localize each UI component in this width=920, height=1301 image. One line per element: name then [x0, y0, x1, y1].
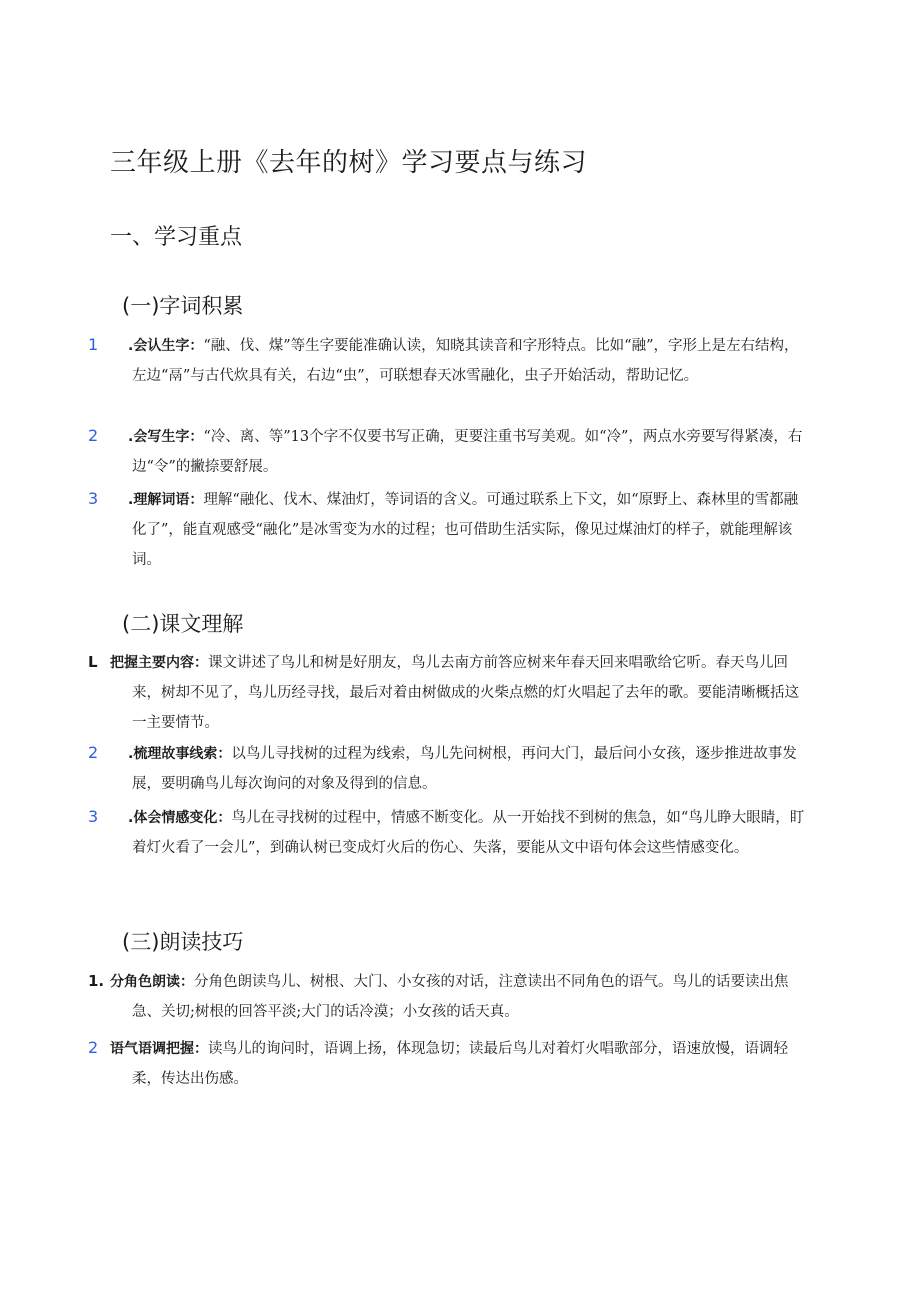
subsection-heading-vocabulary: (一)字词积累 [122, 294, 244, 318]
item-text: 课文讲述了鸟儿和树是好朋友，鸟儿去南方前答应树来年春天回来唱歌给它听。春天鸟儿回来，树却不见了，鸟儿历经寻找，最后对着由树做成的火柴点燃的灯火唱起了去年的歌。要能清晰概括这一主要情节。 [132, 655, 799, 731]
item-text: 读鸟儿的询问时，语调上扬，体现急切；读最后鸟儿对着灯火唱歌部分，语速放慢，语调轻柔，传达出伤感。 [132, 1041, 788, 1087]
list-item [88, 738, 810, 799]
item-label: .会认生字： [128, 338, 204, 354]
item-label: .会写生字： [128, 429, 204, 445]
item-text: 理解“融化、伐木、煤油灯，等词语的含义。可通过联系上下文，如“原野上、森林里的雪都融化了”，能直观感受“融化”是冰雪变为水的过程；也可借助生活实际，像见过煤油灯的样子，就能理解该词。 [132, 492, 799, 568]
item-label: .体会情感变化： [128, 810, 232, 826]
list-item: L 把握主要内容：课文讲述了鸟儿和树是好朋友，鸟儿去南方前答应树来年春天回来唱歌给它听。春天鸟儿回来，树却不见了，鸟儿历经寻找，最后对着由树做成的火柴点燃的灯火唱起了去年的歌。要能清晰概括这一主要情节。 [88, 653, 799, 731]
list-item [88, 802, 810, 863]
item-text: 以鸟儿寻找树的过程为线索，鸟儿先问树根，再问大门，最后问小女孩，逐步推进故事发展，要明确鸟儿每次询问的对象及得到的信息。 [132, 746, 797, 792]
item-label: .理解词语： [128, 492, 204, 508]
item-text: 分角色朗读鸟儿、树根、大门、小女孩的对话，注意读出不同角色的语气。鸟儿的话要读出焦急、关切;树根的回答平淡;大门的话冷漠；小女孩的话天真。 [132, 974, 789, 1020]
item-number: 1 [88, 335, 99, 354]
list-item: 2 语气语调把握：读鸟儿的询问时，语调上扬，体现急切；读最后鸟儿对着灯火唱歌部分，语速放慢，语调轻柔，传达出伤感。 [88, 1038, 788, 1087]
item-text: “冷、离、等”13个字不仅要书写正确，更要注重书写美观。如“冷”，两点水旁要写得紧凑，右边“令”的撇捺要舒展。 [132, 429, 803, 475]
list-item [88, 421, 810, 482]
subsection-heading-reading-skills: (三)朗读技巧 [122, 930, 244, 954]
item-label: 语气语调把握： [110, 1041, 208, 1057]
item-number: 2 [88, 743, 99, 762]
item-label: 把握主要内容： [110, 655, 208, 671]
item-number: 2 [88, 426, 99, 445]
item-label: 分角色朗读： [110, 974, 194, 990]
item-text: “融、伐、煤”等生字要能准确认读，知晓其读音和字形特点。比如“融”，字形上是左右结构，左边“鬲”与古代炊具有关，右边“虫”，可联想春天冰雪融化，虫子开始活动，帮助记忆。 [132, 338, 799, 384]
section-heading-study-focus: 一、学习重点 [110, 225, 243, 250]
item-number: 3 [88, 489, 99, 508]
list-item: 1. 分角色朗读：分角色朗读鸟儿、树根、大门、小女孩的对话，注意读出不同角色的语气。鸟儿的话要读出焦急、关切;树根的回答平淡;大门的话冷漠；小女孩的话天真。 [88, 972, 789, 1020]
list-item [88, 330, 810, 391]
item-label: .梳理故事线索： [128, 746, 232, 762]
item-text: 鸟儿在寻找树的过程中，情感不断变化。从一开始找不到树的焦急，如“鸟儿睁大眼睛，盯着灯火看了一会儿”，到确认树已变成灯火后的伤心、失落，要能从文中语句体会这些情感变化。 [132, 810, 805, 856]
item-number: 3 [88, 807, 99, 826]
list-item [88, 484, 810, 575]
document-title: 三年级上册《去年的树》学习要点与练习 [110, 148, 588, 178]
subsection-heading-text-comprehension: (二)课文理解 [122, 612, 244, 636]
